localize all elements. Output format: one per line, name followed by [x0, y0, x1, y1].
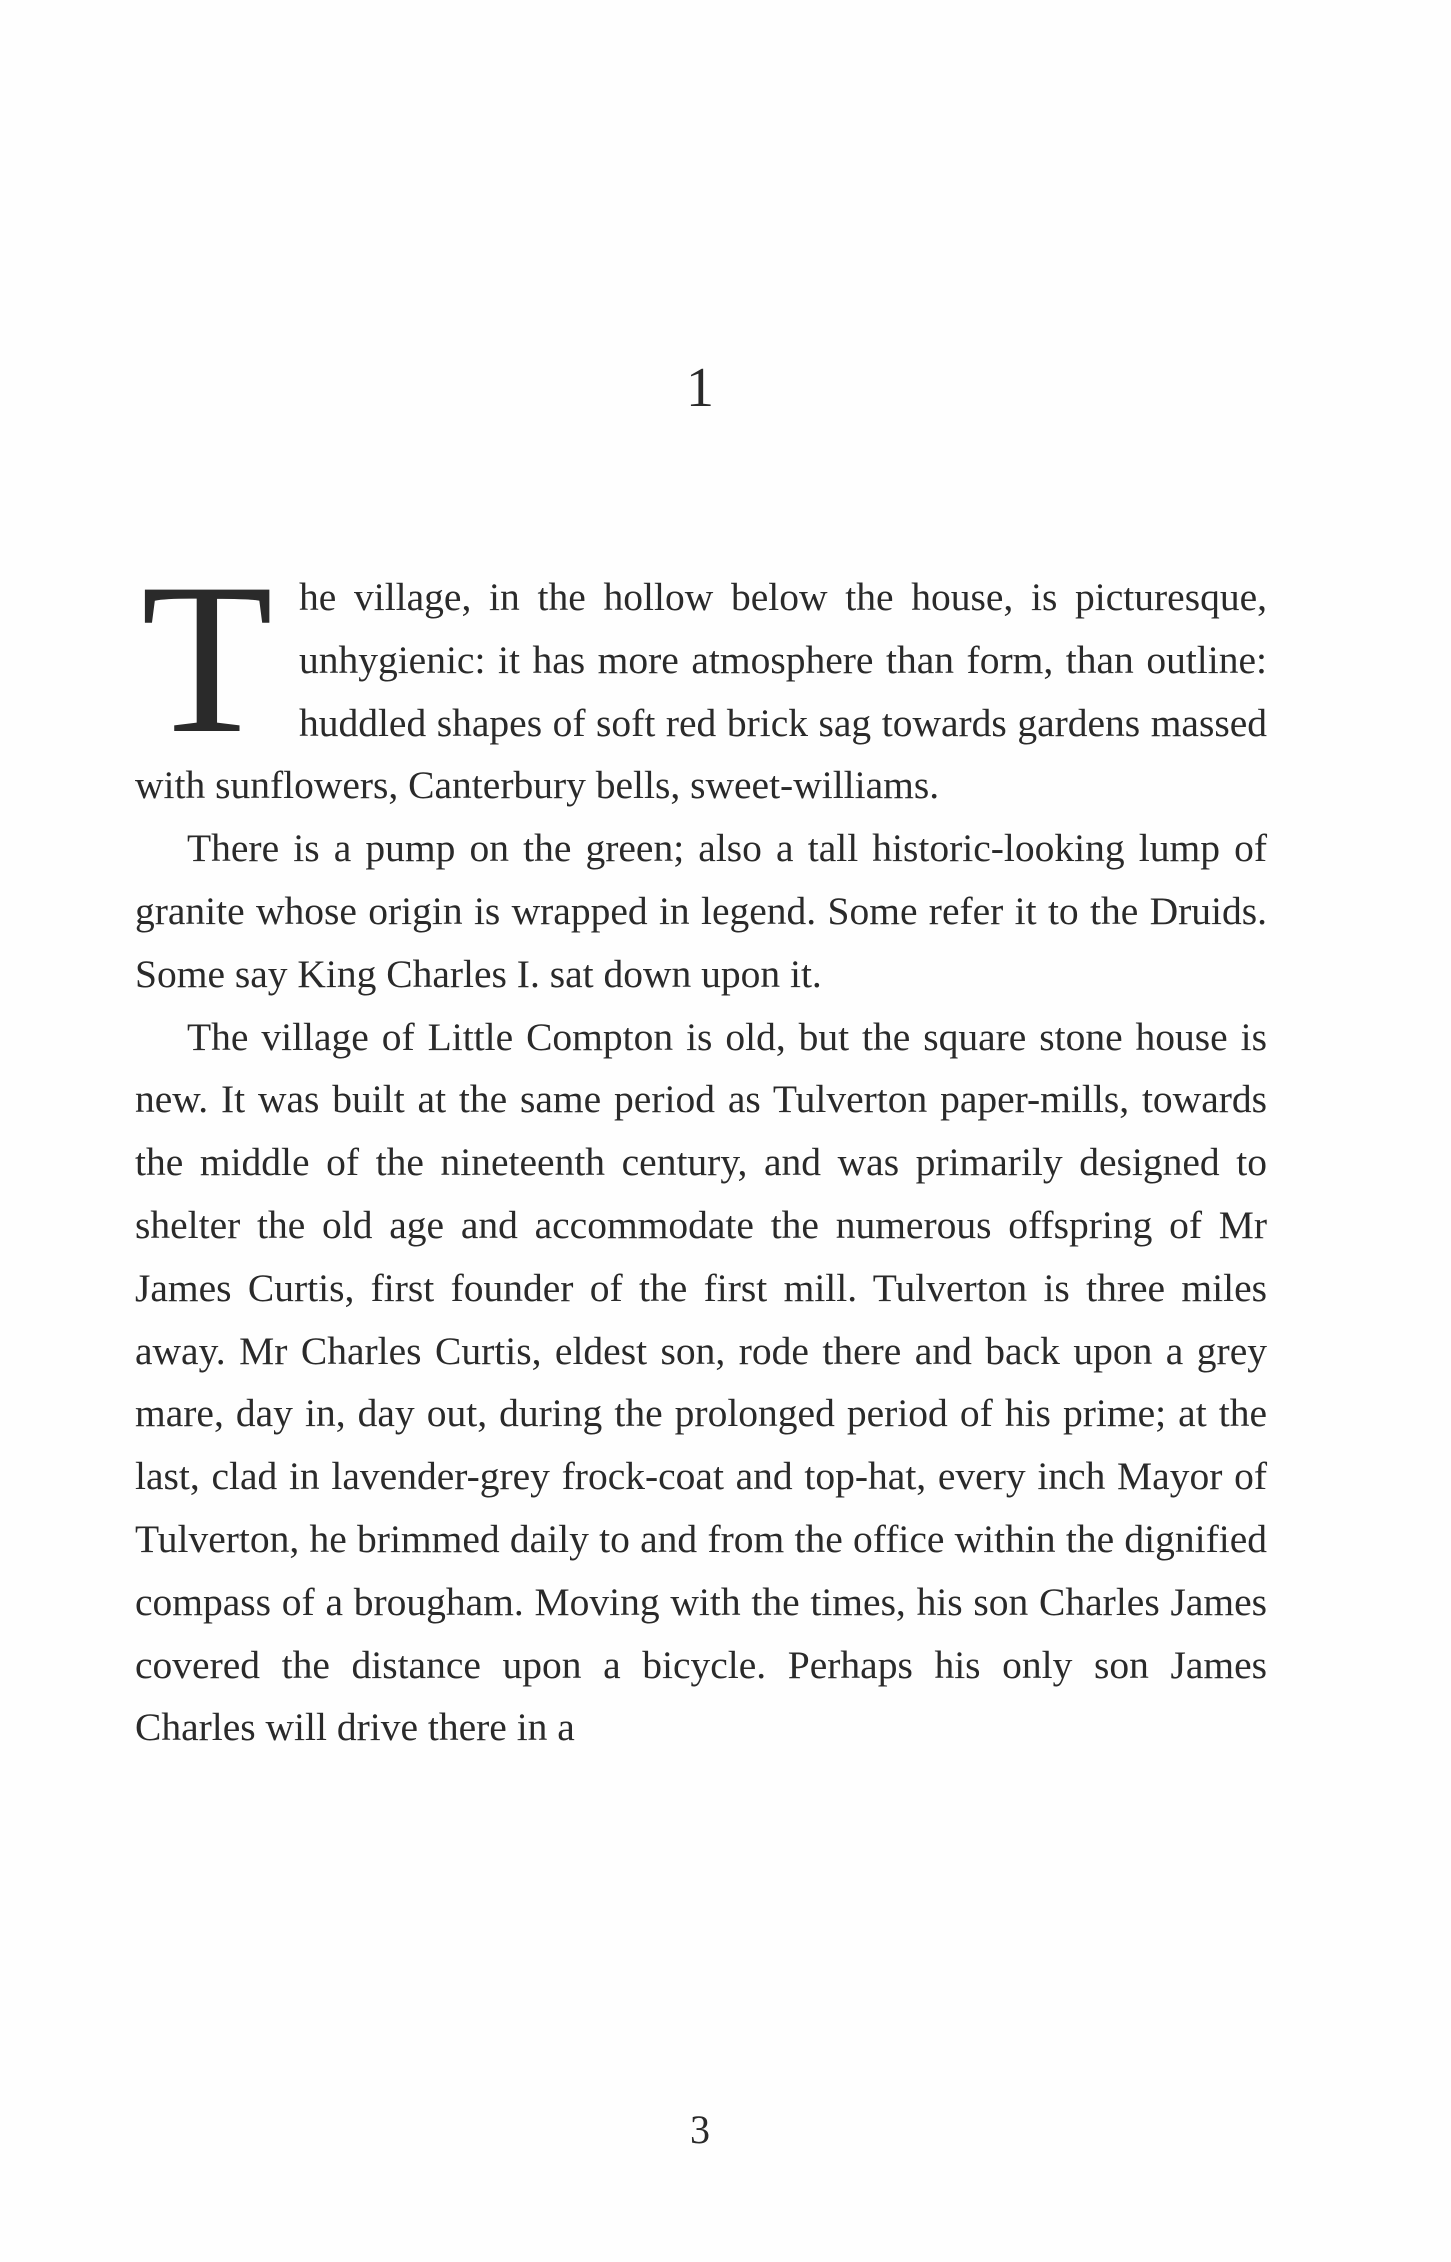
paragraph-3: The village of Little Compton is old, but the square stone house is new. It was built at the same period as Tulverton paper-mills, towards the middle of the nineteenth century, and was primarily designed to shelter the old age and accommodate the numerous offspring of Mr James Curtis, first founder of the first mill. Tulverton is three miles away. Mr Charles Curtis, eldest son, rode there and back upon a grey mare, day in, day out, during the prolonged period of his prime; at the last, clad in lavender-grey frock-coat and top-hat, every inch Mayor of Tulverton, he brimmed daily to and from the office within the dignified compass of a brougham. Moving with the times, his son Charles James covered the distance upon a bicycle. Perhaps his only son James Charles will drive there in a: [135, 1014, 1267, 1750]
chapter-number: 1: [686, 357, 714, 419]
paragraph-1: [135, 539, 1267, 817]
drop-cap: T: [141, 539, 273, 778]
paragraph-text: he village, in the hollow below the house, is picturesque, unhygienic: it has more atmosphere than form, than outline: huddled shapes of soft red brick sag towards gardens massed with sunflowers, Canterbury bells, sweet-williams.: [135, 575, 1267, 808]
body-text: [135, 539, 1267, 1759]
page-number: 3: [690, 2107, 710, 2152]
paragraph-2: There is a pump on the green; also a tall historic-looking lump of granite whose origin is wrapped in legend. Some refer it to the Druids. Some say King Charles I. sat down upon it.: [135, 826, 1267, 996]
